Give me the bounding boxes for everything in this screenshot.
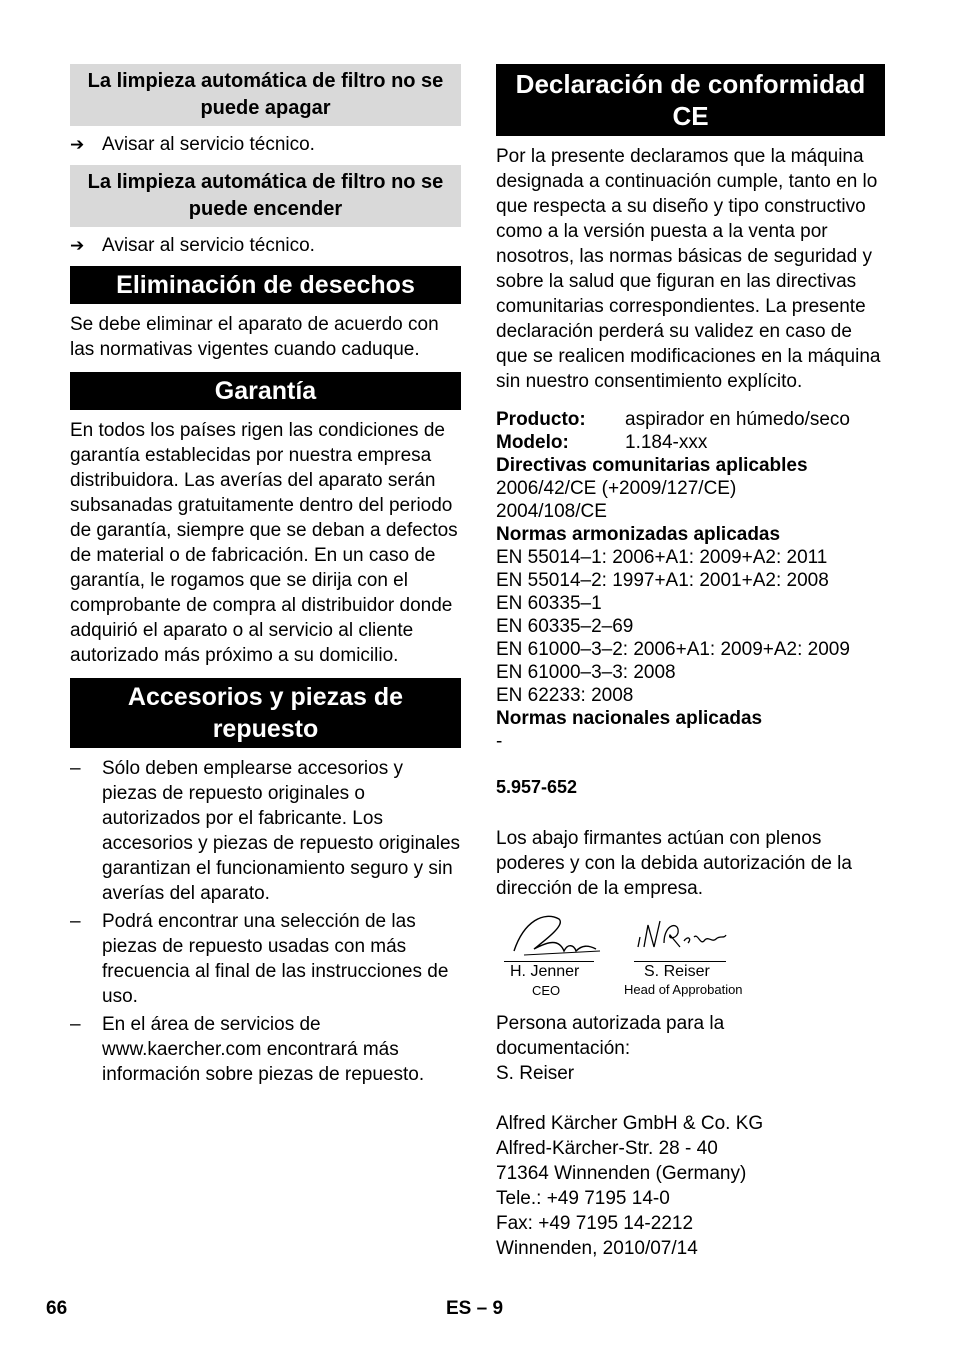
directives-label: Directivas comunitarias aplicables — [496, 455, 808, 476]
conformity-intro: Por la presente declaramos que la máquina designada a continuación cumple, tanto en lo que respecta a su diseño y tipo constructivo como a la versión puesta a la venta por nosotros, las normas básicas de seguridad y sobre la salud que figuran en las directivas comunitarias correspondientes. La presente declaración perderá su validez en caso de que se realicen modificaciones en la máquina sin nuestro consentimiento explícito. — [496, 146, 881, 392]
harmonized-item: EN 60335–1 — [496, 593, 602, 614]
directive-item: 2006/42/CE (+2009/127/CE) — [496, 478, 737, 499]
signer-role: CEO — [532, 983, 561, 998]
company-name: Alfred Kärcher GmbH & Co. KG — [496, 1113, 764, 1134]
right-column — [496, 64, 885, 1271]
authorized-block — [496, 1011, 861, 1086]
signature-block — [496, 911, 885, 1003]
signer-role: Head of Approbation — [624, 982, 743, 997]
company-address — [496, 1111, 885, 1261]
disposal-text: Se debe eliminar el aparato de acuerdo con las normativas vigentes cuando caduque. — [70, 314, 439, 360]
authorized-label: Persona autorizada para la documentación: — [496, 1013, 725, 1059]
section-heading-filter-off: La limpieza automática de filtro no se puede apagar — [70, 64, 461, 126]
harmonized-item: EN 55014–1: 2006+A1: 2009+A2: 2011 — [496, 547, 828, 568]
arrow-right-icon: ➔ — [70, 236, 85, 255]
product-row: Producto: aspirador en húmedo/seco — [496, 409, 850, 430]
company-phone: Tele.: +49 7195 14-0 — [496, 1188, 670, 1209]
dash-bullet: – — [70, 758, 81, 779]
signature-reiser-icon — [634, 913, 730, 959]
section-heading-disposal: Eliminación de desechos — [70, 266, 461, 304]
list-item: – Podrá encontrar una selección de las piezas de repuesto usadas con más frecuencia al final de las instrucciones de uso. — [70, 911, 449, 1007]
accessories-list — [70, 756, 461, 1087]
signature-jenner-icon — [504, 911, 604, 963]
signature-line — [634, 961, 726, 962]
harmonized-item: EN 61000–3–2: 2006+A1: 2009+A2: 2009 — [496, 639, 850, 660]
arrow-right-icon: ➔ — [70, 135, 85, 154]
left-column — [70, 64, 461, 1090]
dash-bullet: – — [70, 1014, 81, 1035]
section-heading-filter-on: La limpieza automática de filtro no se puede encender — [70, 165, 461, 227]
company-street: Alfred-Kärcher-Str. 28 - 40 — [496, 1138, 718, 1159]
instruction-line — [70, 132, 461, 157]
section-heading-conformity: Declaración de conformidad CE — [496, 64, 885, 136]
page-number: 66 — [46, 1298, 68, 1319]
document-number: 5.957-652 — [496, 777, 578, 797]
dash-bullet: – — [70, 911, 81, 932]
national-label: Normas nacionales aplicadas — [496, 708, 763, 729]
harmonized-item: EN 60335–2–69 — [496, 616, 634, 637]
harmonized-item: EN 61000–3–3: 2008 — [496, 662, 676, 683]
directive-item: 2004/108/CE — [496, 501, 607, 522]
signer-name: S. Reiser — [644, 963, 710, 980]
list-item: – Sólo deben emplearse accesorios y piezas de repuesto originales o autorizados por el fabricante. Los accesorios y piezas de repuesto originales garantizan el funcionamiento seguro y sin averías del aparato. — [70, 758, 461, 904]
language-page-label: ES – 9 — [446, 1298, 504, 1319]
section-heading-accessories: Accesorios y piezas de repuesto — [70, 678, 461, 748]
national-value: - — [496, 731, 503, 752]
section-heading-warranty: Garantía — [70, 372, 461, 410]
warranty-text: En todos los países rigen las condiciones de garantía establecidas por nuestra empresa distribuidora. Las averías del aparato serán subsanadas gratuitamente dentro del periodo de garantía, siempre que se deban a defectos de material o de fabricación. En un caso de garantía, le rogamos que se dirija con el comprobante de compra al distribuidor donde adquirió el aparato o al servicio al cliente autorizado más próximo a su domicilio. — [70, 420, 458, 666]
list-item: – En el área de servicios de www.kaercher.com encontrará más información sobre piezas de repuesto. — [70, 1014, 425, 1085]
signer-name: H. Jenner — [510, 963, 580, 980]
instruction-text: Avisar al servicio técnico. — [102, 235, 315, 256]
signature-line — [504, 961, 594, 962]
harmonized-label: Normas armonizadas aplicadas — [496, 524, 781, 545]
harmonized-item: EN 62233: 2008 — [496, 685, 634, 706]
instruction-line — [70, 233, 461, 258]
instruction-text: Avisar al servicio técnico. — [102, 134, 315, 155]
company-city: 71364 Winnenden (Germany) — [496, 1163, 747, 1184]
authorized-name: S. Reiser — [496, 1063, 575, 1084]
harmonized-item: EN 55014–2: 1997+A1: 2001+A2: 2008 — [496, 570, 829, 591]
spec-block — [496, 408, 885, 753]
place-date: Winnenden, 2010/07/14 — [496, 1238, 698, 1259]
company-fax: Fax: +49 7195 14-2212 — [496, 1213, 694, 1234]
signers-text: Los abajo firmantes actúan con plenos poderes y con la debida autorización de la dirección de la empresa. — [496, 828, 852, 899]
model-row: Modelo: 1.184-xxx — [496, 432, 708, 453]
